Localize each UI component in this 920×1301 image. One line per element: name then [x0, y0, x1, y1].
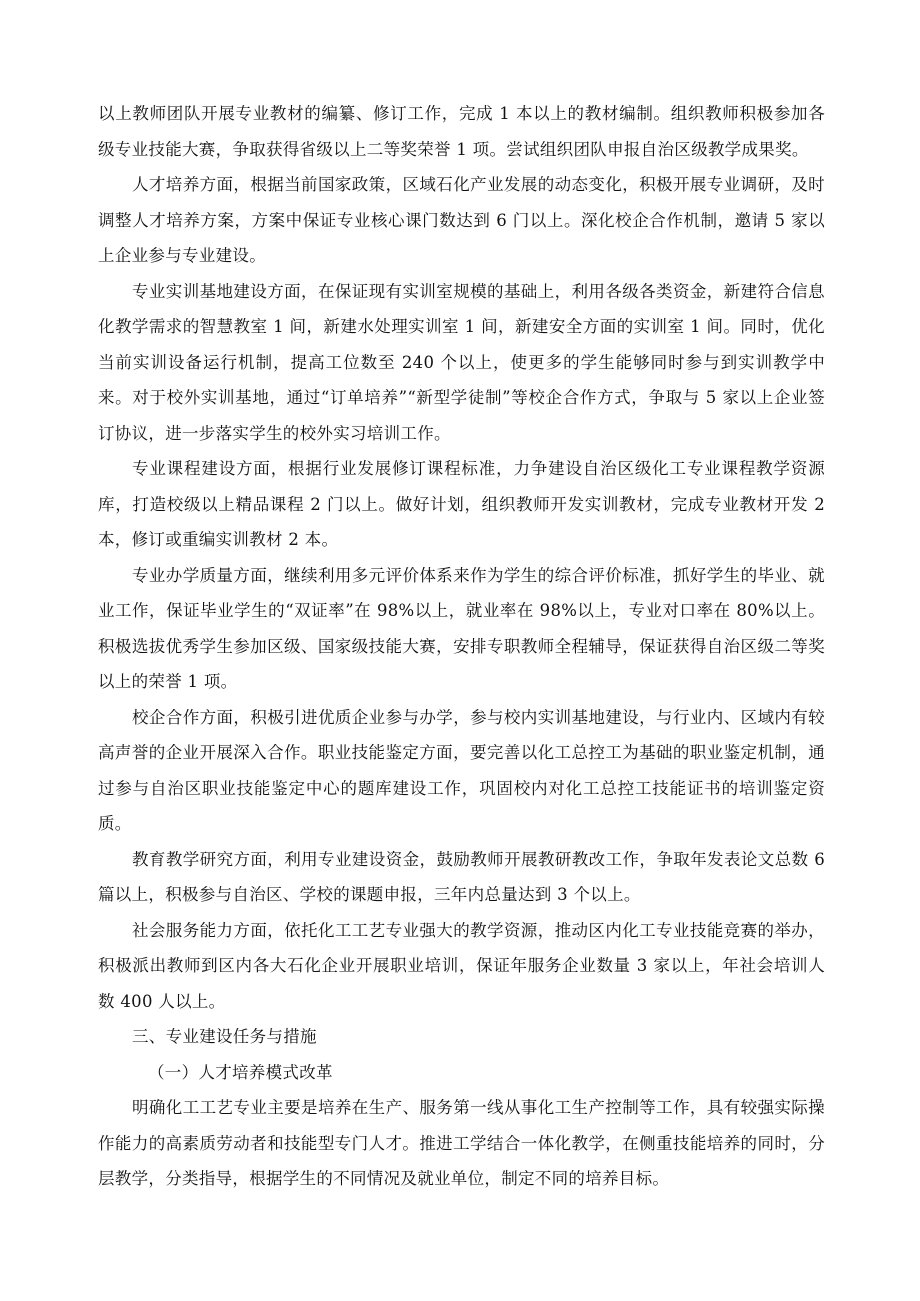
paragraph-continued: 以上教师团队开展专业教材的编纂、修订工作，完成 1 本以上的教材编制。组织教师积极参加各级专业技能大赛，争取获得省级以上二等奖荣誉 1 项。尝试组织团队申报自治区级教学成果奖。 [98, 104, 825, 159]
section-heading: 三、专业建设任务与措施 [132, 1027, 317, 1046]
paragraph-mode-reform: 明确化工工艺专业主要是培养在生产、服务第一线从事化工生产控制等工作，具有较强实际操作能力的高素质劳动者和技能型专门人才。推进工学结合一体化教学，在侧重技能培养的同时，分层教学，分类指导，根据学生的不同情况及就业单位，制定不同的培养目标。 [98, 1098, 825, 1188]
paragraph-research: 教育教学研究方面，利用专业建设资金，鼓励教师开展教研教改工作，争取年发表论文总数 6 篇以上，积极参与自治区、学校的课题申报，三年内总量达到 3 个以上。 [98, 849, 825, 904]
paragraph-talent-training: 人才培养方面，根据当前国家政策，区域石化产业发展的动态变化，积极开展专业调研，及时调整人才培养方案，方案中保证专业核心课门数达到 6 门以上。深化校企合作机制，邀请 5 家以上企业参与专业建设。 [98, 175, 825, 265]
subsection-heading: （一）人才培养模式改革 [148, 1062, 333, 1082]
paragraph-school-enterprise: 校企合作方面，积极引进优质企业参与办学，参与校内实训基地建设，与行业内、区域内有较高声誉的企业开展深入合作。职业技能鉴定方面，要完善以化工总控工为基础的职业鉴定机制，通过参与自治区职业技能鉴定中心的题库建设工作，巩固校内对化工总控工技能证书的培训鉴定资质。 [98, 707, 825, 833]
paragraph-training-base: 专业实训基地建设方面，在保证现有实训室规模的基础上，利用各级各类资金，新建符合信息化教学需求的智慧教室 1 间，新建水处理实训室 1 间，新建安全方面的实训室 1 间。同时，优化当前实训设备运行机制，提高工位数至 240 个以上，使更多的学生能够同时参与到实训教学中来。对于校外实训基地，通过“订单培养”“新型学徒制”等校企合作方式，争取与 5 家以上企业签订协议，进一步落实学生的校外实习培训工作。 [98, 281, 825, 443]
paragraph-curriculum: 专业课程建设方面，根据行业发展修订课程标准，力争建设自治区级化工专业课程教学资源库，打造校级以上精品课程 2 门以上。做好计划，组织教师开发实训教材，完成专业教材开发 2 本，修订或重编实训教材 2 本。 [98, 459, 825, 549]
document-body [98, 96, 825, 1197]
paragraph-quality: 专业办学质量方面，继续利用多元评价体系来作为学生的综合评价标准，抓好学生的毕业、就业工作，保证毕业学生的“双证率”在 98%以上，就业率在 98%以上，专业对口率在 80%以上。积极选拔优秀学生参加区级、国家级技能大赛，安排专职教师全程辅导，保证获得自治区级二等奖以上的荣誉 1 项。 [98, 565, 825, 691]
paragraph-social-service: 社会服务能力方面，依托化工工艺专业强大的教学资源，推动区内化工专业技能竞赛的举办，积极派出教师到区内各大石化企业开展职业培训，保证年服务企业数量 3 家以上，年社会培训人数 400 人以上。 [98, 920, 825, 1011]
